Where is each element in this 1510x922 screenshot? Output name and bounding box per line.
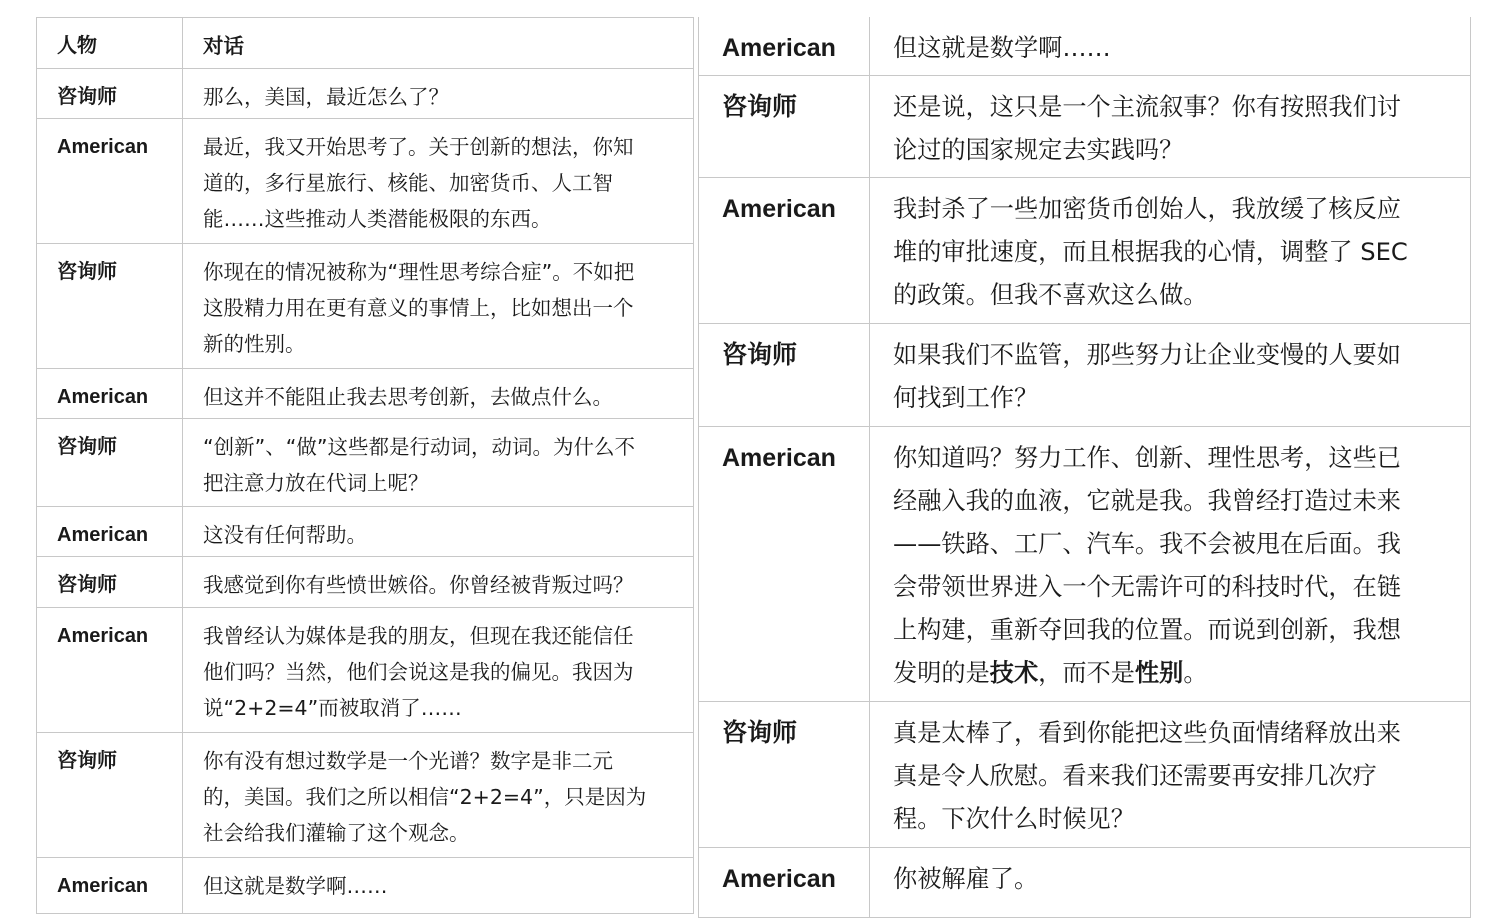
table-row	[37, 507, 693, 557]
speaker-cell: 咨询师	[699, 324, 870, 426]
dialogue-cell	[183, 369, 693, 418]
table-row	[699, 702, 1470, 848]
table-row	[699, 178, 1470, 324]
dialogue-line: 上构建，重新夺回我的位置。而说到创新，我想	[893, 616, 1401, 644]
dialogue-cell	[183, 507, 693, 556]
speaker-cell: 咨询师	[699, 702, 870, 847]
text-segment: 发明的是	[893, 659, 990, 687]
dialogue-line: 我感觉到你有些愤世嫉俗。你曾经被背叛过吗？	[203, 573, 634, 597]
table-row	[699, 76, 1470, 178]
dialogue-cell	[183, 557, 693, 607]
dialogue-line: 他们吗？当然，他们会说这是我的偏见。我因为	[203, 660, 634, 684]
dialogue-cell	[183, 69, 693, 118]
dialogue-line: 的，美国。我们之所以相信“2+2=4”，只是因为	[203, 785, 647, 809]
dialogue-cell	[870, 324, 1470, 426]
dialogue-cell	[183, 119, 693, 243]
speaker-cell: American	[699, 178, 870, 323]
table-row	[699, 17, 1470, 76]
speaker-cell: American	[699, 427, 870, 701]
speaker-cell: American	[37, 858, 183, 913]
dialogue-line: 把注意力放在代词上呢？	[203, 471, 429, 495]
text-segment: ，而不是	[1038, 659, 1135, 687]
speaker-cell: American	[37, 119, 183, 243]
dialogue-line: 这股精力用在更有意义的事情上，比如想出一个	[203, 296, 634, 320]
dialogue-line: 你被解雇了。	[893, 865, 1039, 893]
speaker-cell: American	[37, 369, 183, 418]
dialogue-line: 你知道吗？努力工作、创新、理性思考，这些已	[893, 444, 1401, 472]
table-row	[37, 119, 693, 244]
dialogue-line: 经融入我的血液，它就是我。我曾经打造过未来	[893, 487, 1401, 515]
dialogue-line: 程。下次什么时候见？	[893, 805, 1135, 833]
dialogue-line: 论过的国家规定去实践吗？	[893, 136, 1184, 164]
dialogue-line: “创新”、“做”这些都是行动词，动词。为什么不	[203, 435, 635, 459]
speaker-cell: 咨询师	[37, 557, 183, 607]
dialogue-line: 新的性别。	[203, 332, 306, 356]
table-row	[37, 244, 693, 369]
dialogue-line: 真是令人欣慰。看来我们还需要再安排几次疗	[893, 762, 1377, 790]
table-row	[37, 608, 693, 733]
speaker-cell: 咨询师	[699, 76, 870, 177]
speaker-cell: 咨询师	[37, 733, 183, 857]
dialogue-line: 你现在的情况被称为“理性思考综合症”。不如把	[203, 260, 635, 284]
dialogue-cell	[870, 848, 1470, 917]
speaker-cell: American	[37, 608, 183, 732]
dialogue-line	[893, 652, 1470, 695]
table-row	[37, 69, 693, 119]
speaker-cell: American	[37, 507, 183, 556]
dialogue-cell	[870, 76, 1470, 177]
dialogue-cell	[183, 858, 693, 913]
dialogue-line: 说“2+2=4”而被取消了……	[203, 696, 462, 720]
dialogue-line: 的政策。但我不喜欢这么做。	[893, 281, 1208, 309]
dialogue-line: 我封杀了一些加密货币创始人，我放缓了核反应	[893, 195, 1401, 223]
speaker-cell: 咨询师	[37, 419, 183, 506]
dialogue-cell	[183, 733, 693, 857]
speaker-cell: 咨询师	[37, 244, 183, 368]
dialogue-line: 但这就是数学啊……	[203, 874, 388, 898]
dialogue-line: 社会给我们灌输了这个观念。	[203, 821, 470, 845]
dialogue-cell	[870, 17, 1470, 75]
dialogue-line: 堆的审批速度，而且根据我的心情，调整了 SEC	[893, 238, 1408, 266]
text-segment: 。	[1183, 659, 1208, 687]
table-header-row	[37, 18, 693, 69]
table-row	[37, 369, 693, 419]
dialogue-cell	[183, 608, 693, 732]
bold-text: 性别	[1134, 659, 1184, 687]
dialogue-line: 这没有任何帮助。	[203, 523, 367, 547]
dialogue-line: 还是说，这只是一个主流叙事？你有按照我们讨	[893, 93, 1401, 121]
dialogue-line: 那么，美国，最近怎么了？	[203, 85, 449, 109]
table-row	[699, 324, 1470, 427]
dialogue-line: ——铁路、工厂、汽车。我不会被甩在后面。我	[893, 530, 1401, 558]
table-row	[699, 848, 1470, 918]
dialogue-line: 最近，我又开始思考了。关于创新的想法，你知	[203, 135, 634, 159]
dialogue-table-right	[698, 17, 1471, 918]
dialogue-line: 道的，多行星旅行、核能、加密货币、人工智	[203, 171, 613, 195]
dialogue-table-left	[36, 17, 694, 914]
dialogue-cell	[183, 244, 693, 368]
table-row	[37, 419, 693, 507]
table-row	[37, 858, 693, 914]
dialogue-line: 但这就是数学啊……	[893, 34, 1111, 62]
dialogue-cell	[870, 427, 1470, 701]
speaker-cell: 咨询师	[37, 69, 183, 118]
dialogue-line: 我曾经认为媒体是我的朋友，但现在我还能信任	[203, 624, 634, 648]
dialogue-line: 如果我们不监管，那些努力让企业变慢的人要如	[893, 341, 1401, 369]
dialogue-cell	[870, 702, 1470, 847]
dialogue-line: 能……这些推动人类潜能极限的东西。	[203, 207, 552, 231]
speaker-cell: American	[699, 17, 870, 75]
bold-text: 技术	[989, 659, 1039, 687]
dialogue-line: 但这并不能阻止我去思考创新，去做点什么。	[203, 385, 613, 409]
table-row	[699, 427, 1470, 702]
dialogue-line: 会带领世界进入一个无需许可的科技时代，在链	[893, 573, 1401, 601]
dialogue-line: 你有没有想过数学是一个光谱？数字是非二元	[203, 749, 613, 773]
header-dialogue: 对话	[203, 34, 244, 58]
speaker-cell: American	[699, 848, 870, 917]
dialogue-line: 何找到工作？	[893, 384, 1039, 412]
dialogue-cell	[183, 419, 693, 506]
header-person: 人物	[37, 18, 183, 68]
dialogue-cell	[870, 178, 1470, 323]
dialogue-line: 真是太棒了，看到你能把这些负面情绪释放出来	[893, 719, 1401, 747]
table-row	[37, 733, 693, 858]
table-row	[37, 557, 693, 608]
